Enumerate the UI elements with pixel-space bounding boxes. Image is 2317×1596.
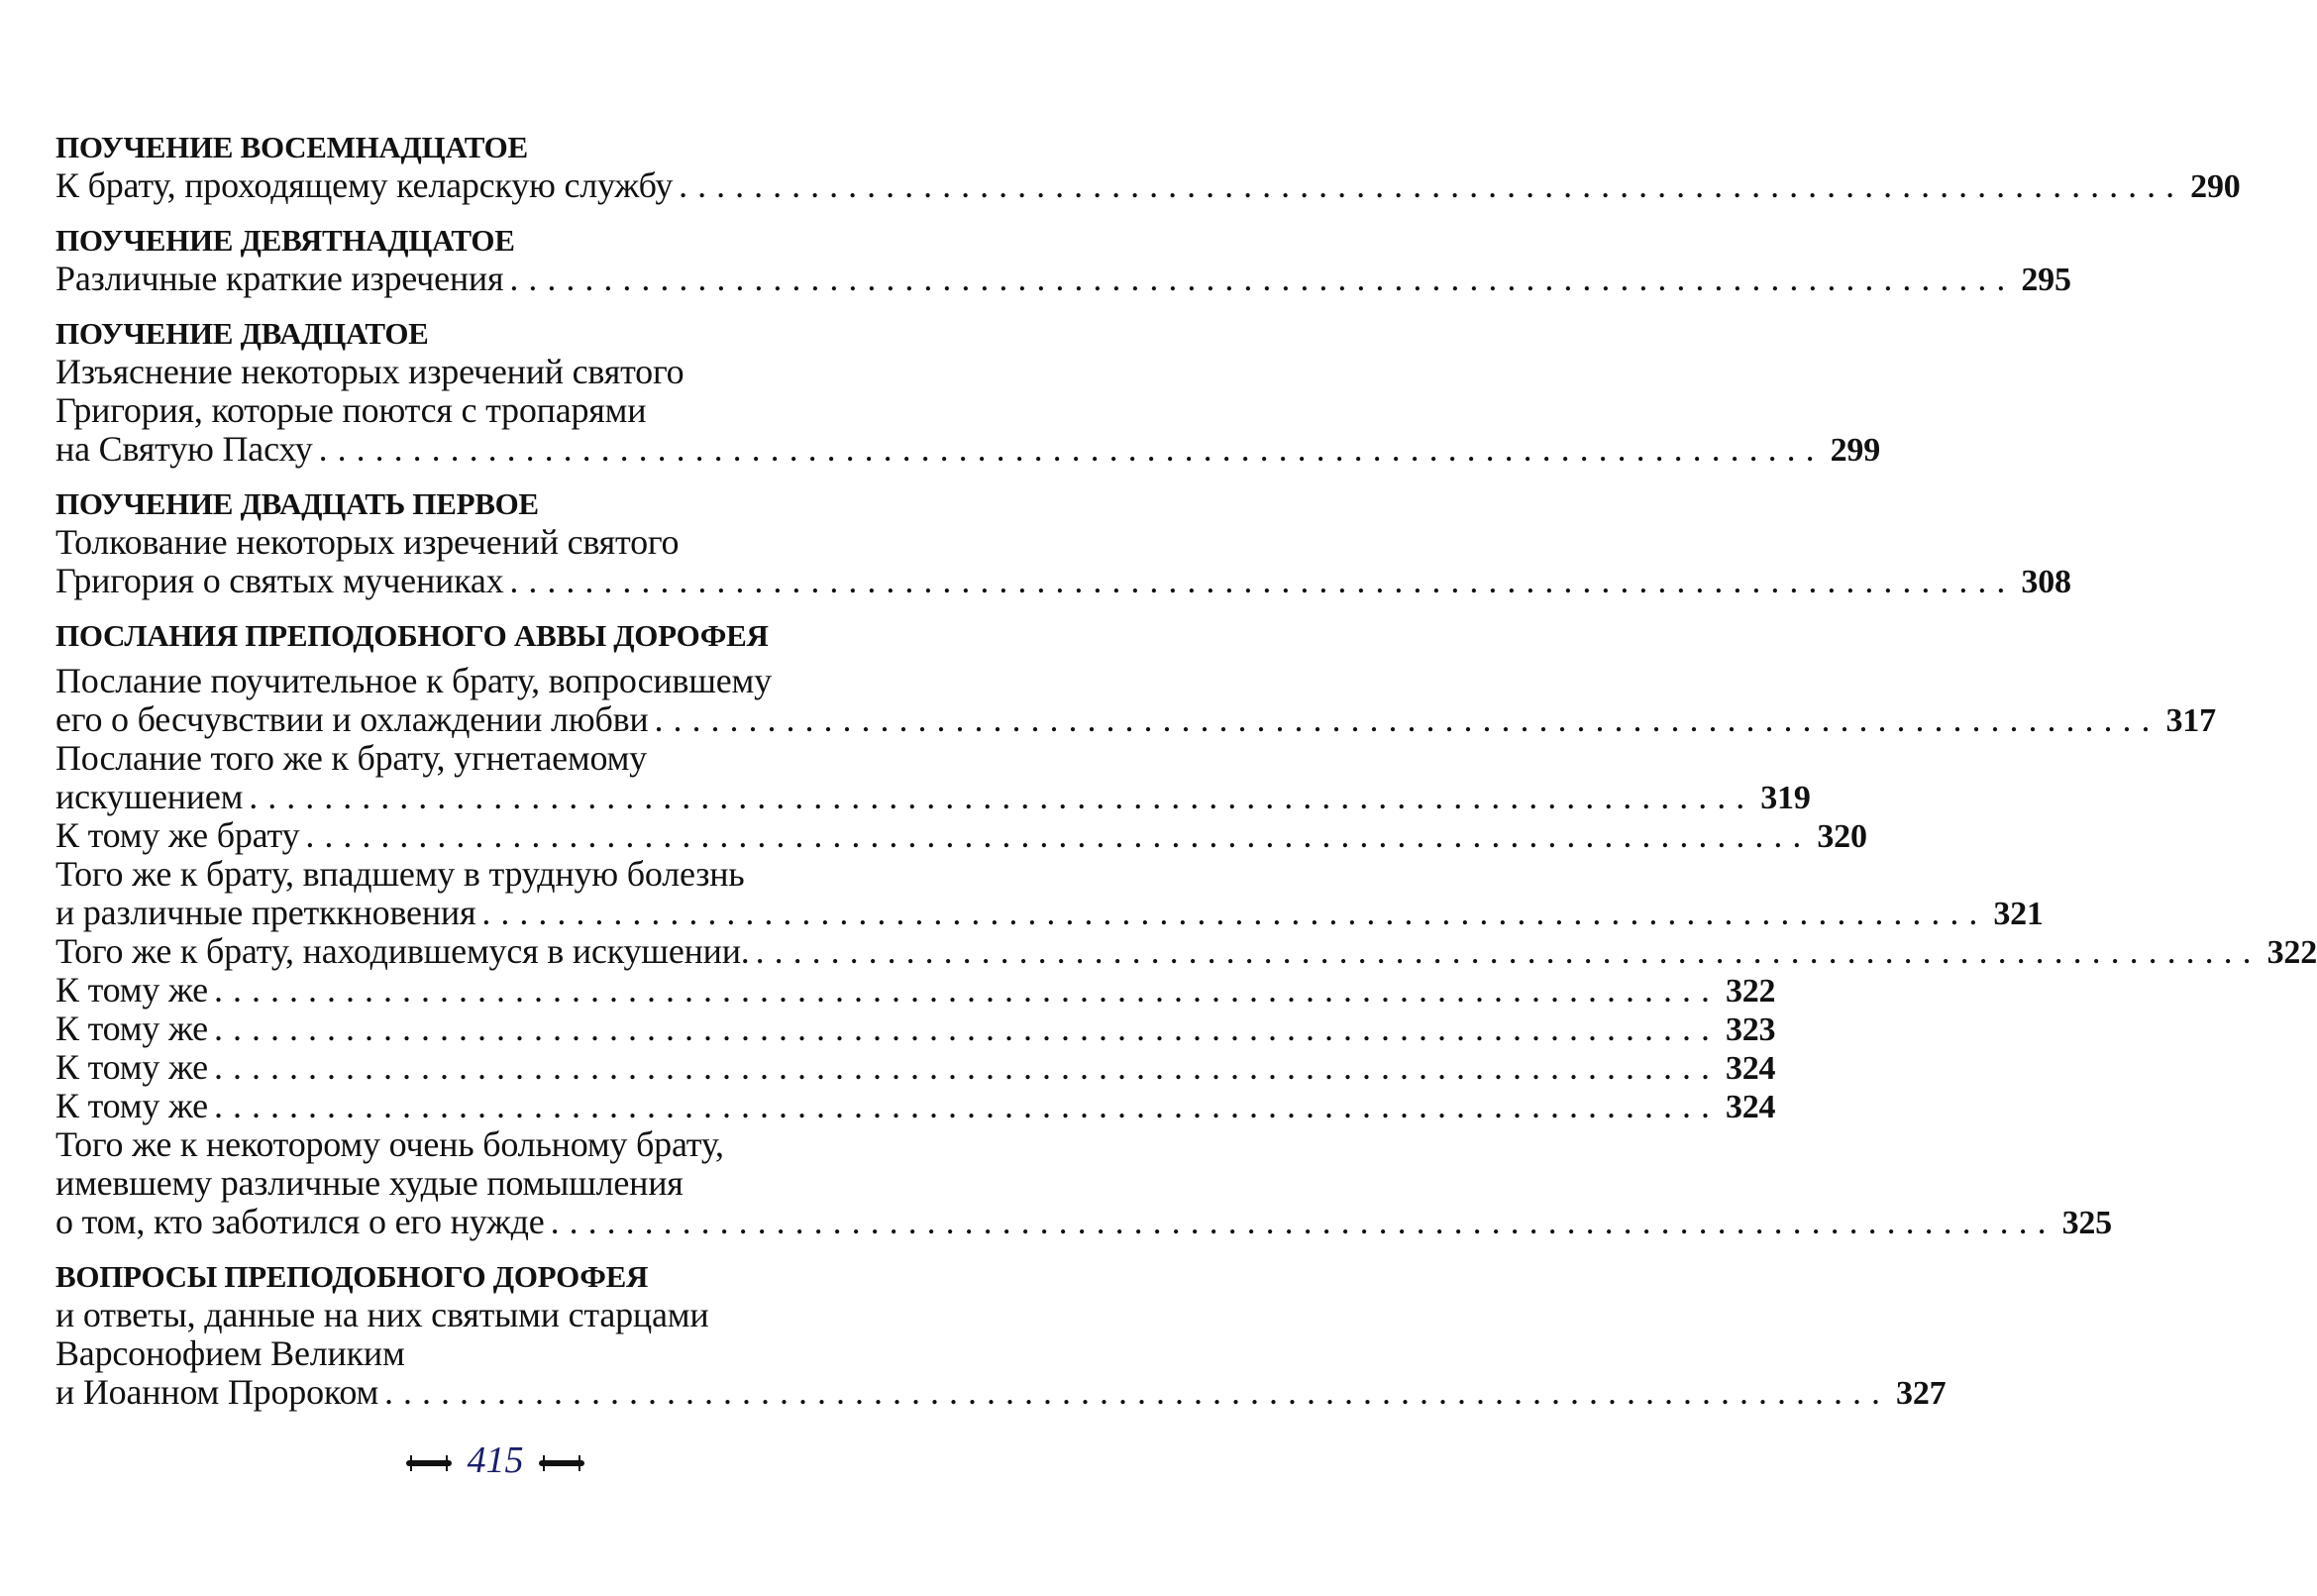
dot-leader: ................................................................................ (481, 893, 1988, 932)
toc-entry (55, 1009, 1776, 1048)
entry-line: и ответы, данные на них святыми старцами (55, 1295, 709, 1334)
entry-page-number: 324 (1725, 1089, 1776, 1125)
section-heading: ПОСЛАНИЯ ПРЕПОДОБНОГО АВВЫ ДОРОФЕЯ (55, 618, 769, 653)
entry-page-number: 324 (1725, 1050, 1776, 1087)
toc-entry (55, 1124, 2112, 1241)
entry-last-line (55, 1202, 2112, 1241)
entry-last-line (55, 1372, 1947, 1412)
entry-last-line (55, 815, 1867, 855)
entry-page-number: 323 (1725, 1011, 1776, 1048)
entry-line: Толкование некоторых изречений святого (55, 522, 680, 562)
dot-leader: ................................................................................ (384, 1372, 1891, 1412)
entry-last-line (55, 429, 1881, 469)
entry-last-line (55, 1086, 1776, 1125)
entry-title: К тому же (55, 1047, 208, 1087)
entry-last-line (55, 777, 1811, 816)
entry-title: Различные краткие изречения (55, 259, 504, 298)
entry-page-number: 321 (1993, 896, 2044, 932)
entry-title: его о бесчувствии и охлаждении любви (55, 699, 649, 739)
page-number-footer (0, 1438, 991, 1482)
entry-title: о том, кто заботился о его нужде (55, 1202, 545, 1241)
dot-leader: ................................................................................ (213, 1086, 1720, 1125)
entry-last-line (55, 970, 1776, 1010)
dot-leader: ................................................................................ (509, 259, 2016, 298)
entry-last-line (55, 165, 2241, 205)
section-heading: ПОУЧЕНИЕ ДЕВЯТНАДЦАТОЕ (55, 223, 515, 258)
toc-entry (55, 738, 1811, 816)
entry-last-line (55, 561, 2071, 600)
entry-title: и различные претккновения (55, 893, 476, 932)
section-heading: ПОУЧЕНИЕ ДВАДЦАТЬ ПЕРВОЕ (55, 486, 539, 521)
dot-leader: ................................................................................ (305, 815, 1812, 855)
entry-line: Того же к брату, впадшему в трудную болезнь (55, 854, 745, 894)
entry-line: Изъяснение некоторых изречений святого (55, 352, 685, 391)
dot-leader: ................................................................................ (654, 699, 2160, 739)
entry-page-number: 320 (1817, 818, 1867, 855)
entry-line: Варсонофием Великим (55, 1333, 405, 1373)
entry-last-line (55, 259, 2071, 298)
entry-title: искушением (55, 777, 244, 816)
entry-page-number: 295 (2021, 262, 2071, 298)
entry-line: Григория, которые поются с тропарями (55, 390, 647, 430)
dot-leader: ................................................................................ (213, 1009, 1720, 1048)
dot-leader: ................................................................................ (213, 1047, 1720, 1087)
entry-title: Григория о святых мучениках (55, 561, 504, 600)
entry-last-line (55, 893, 2044, 932)
entry-title: Того же к брату, находившемуся в искушении. (55, 931, 750, 971)
entry-page-number: 308 (2021, 564, 2071, 600)
entry-page-number: 322 (2266, 934, 2317, 971)
toc-entry (55, 970, 1776, 1010)
table-of-contents (55, 129, 2317, 1412)
entry-last-line (55, 1009, 1776, 1048)
entry-line: имевшему различные худые помышления (55, 1163, 684, 1203)
entry-page-number: 322 (1725, 973, 1776, 1010)
dot-leader: ................................................................................ (550, 1202, 2056, 1241)
entry-page-number: 317 (2165, 702, 2216, 739)
page-number: 415 (467, 1439, 524, 1481)
entry-line: Того же к некоторому очень больному брату, (55, 1124, 724, 1164)
entry-last-line (55, 931, 2317, 971)
toc-entry (55, 259, 2071, 298)
dot-leader: ................................................................................ (509, 561, 2016, 600)
entry-title: на Святую Пасху (55, 429, 313, 469)
entry-last-line (55, 1047, 1776, 1087)
section-heading: ПОУЧЕНИЕ ВОСЕМНАДЦАТОЕ (55, 130, 528, 164)
dot-leader: ................................................................................ (318, 429, 1825, 469)
ornament-left-icon (406, 1460, 452, 1466)
entry-line: Послание того же к брату, угнетаемому (55, 738, 647, 778)
entry-title: К тому же (55, 970, 208, 1010)
entry-title: К тому же (55, 1086, 208, 1125)
dot-leader: ................................................................................ (249, 777, 1755, 816)
entry-page-number: 319 (1760, 780, 1811, 816)
entry-page-number: 327 (1896, 1375, 1947, 1412)
entry-last-line (55, 699, 2216, 739)
toc-entry (55, 931, 2317, 971)
toc-entry (55, 165, 2241, 205)
toc-entry (55, 522, 2071, 600)
entry-title: К тому же брату (55, 815, 300, 855)
dot-leader: ................................................................................ (755, 931, 2262, 971)
entry-title: и Иоанном Пророком (55, 1372, 379, 1412)
dot-leader: ................................................................................ (213, 970, 1720, 1010)
toc-entry (55, 1295, 1947, 1412)
entry-title: К брату, проходящему келарскую службу (55, 165, 674, 205)
entry-page-number: 325 (2061, 1205, 2112, 1241)
toc-entry (55, 661, 2216, 739)
toc-entry (55, 352, 1881, 469)
toc-entry (55, 1047, 1776, 1087)
section-heading: ПОУЧЕНИЕ ДВАДЦАТОЕ (55, 316, 429, 351)
section-heading: ВОПРОСЫ ПРЕПОДОБНОГО ДОРОФЕЯ (55, 1259, 649, 1294)
entry-page-number: 290 (2190, 168, 2241, 205)
ornament-right-icon (539, 1460, 584, 1466)
entry-title: К тому же (55, 1009, 208, 1048)
toc-entry (55, 1086, 1776, 1125)
entry-line: Послание поучительное к брату, вопросившему (55, 661, 772, 700)
entry-page-number: 299 (1830, 432, 1881, 469)
toc-entry (55, 854, 2044, 932)
dot-leader: ................................................................................ (679, 165, 2185, 205)
toc-entry (55, 815, 1867, 855)
